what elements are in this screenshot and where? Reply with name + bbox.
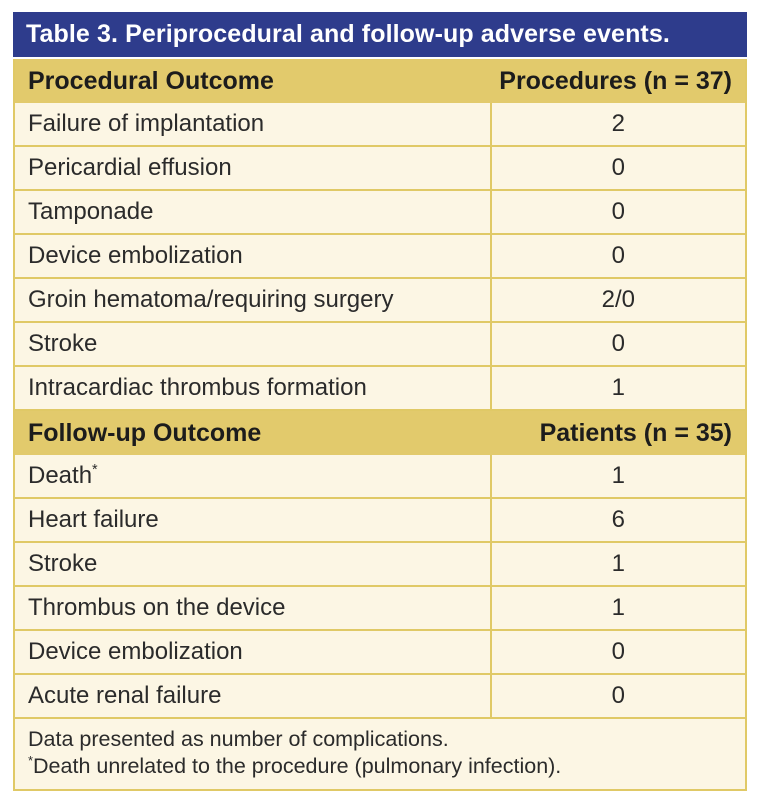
row-label: Pericardial effusion <box>15 147 492 189</box>
row-value: 0 <box>611 154 626 181</box>
row-value: 6 <box>611 506 626 533</box>
footnote-marker: * <box>28 752 34 768</box>
row-label: Failure of implantation <box>15 103 492 145</box>
row-value: 0 <box>611 330 626 357</box>
table-row <box>15 455 745 499</box>
section-header-count: Procedures (n = 37) <box>499 66 732 95</box>
row-value: 0 <box>611 682 626 709</box>
table-row <box>15 235 745 279</box>
footnote-line <box>28 726 732 753</box>
row-label: Acute renal failure <box>15 675 492 717</box>
table-row <box>15 543 745 587</box>
table-row <box>15 499 745 543</box>
row-value: 2 <box>611 110 626 137</box>
table-footnotes <box>15 719 745 789</box>
row-label <box>15 455 492 497</box>
table-body <box>13 59 747 791</box>
row-value: 0 <box>611 198 626 225</box>
row-label: Intracardiac thrombus formation <box>15 367 492 409</box>
table-row <box>15 631 745 675</box>
row-label: Tamponade <box>15 191 492 233</box>
adverse-events-table <box>13 12 747 791</box>
row-value: 1 <box>611 550 626 577</box>
row-label: Stroke <box>15 323 492 365</box>
row-value: 1 <box>611 594 626 621</box>
row-label: Groin hematoma/requiring surgery <box>15 279 492 321</box>
footnote-marker: * <box>92 462 98 478</box>
table-row <box>15 103 745 147</box>
table-row <box>15 323 745 367</box>
table-row <box>15 279 745 323</box>
section-header-label: Follow-up Outcome <box>28 418 262 447</box>
table-row <box>15 587 745 631</box>
row-label: Heart failure <box>15 499 492 541</box>
section-header-followup <box>15 411 745 455</box>
row-value: 1 <box>611 374 626 401</box>
table-title: Table 3. Periprocedural and follow-up adverse events. <box>13 12 747 57</box>
row-value: 0 <box>611 638 626 665</box>
table-row <box>15 191 745 235</box>
section-header-count: Patients (n = 35) <box>539 418 732 447</box>
row-label-text: Death <box>28 462 93 489</box>
section-header-procedural <box>15 59 745 103</box>
row-label: Device embolization <box>15 235 492 277</box>
row-label: Device embolization <box>15 631 492 673</box>
table-row <box>15 675 745 719</box>
row-value: 0 <box>611 242 626 269</box>
footnote-line <box>28 753 732 780</box>
table-row <box>15 367 745 411</box>
row-value: 1 <box>611 462 626 489</box>
row-label: Thrombus on the device <box>15 587 492 629</box>
footnote-text: Death unrelated to the procedure (pulmonary infection). <box>33 754 562 778</box>
row-value: 2/0 <box>601 286 636 313</box>
section-header-label: Procedural Outcome <box>28 66 274 95</box>
table-row <box>15 147 745 191</box>
row-label: Stroke <box>15 543 492 585</box>
footnote-text: Data presented as number of complications. <box>28 727 449 751</box>
